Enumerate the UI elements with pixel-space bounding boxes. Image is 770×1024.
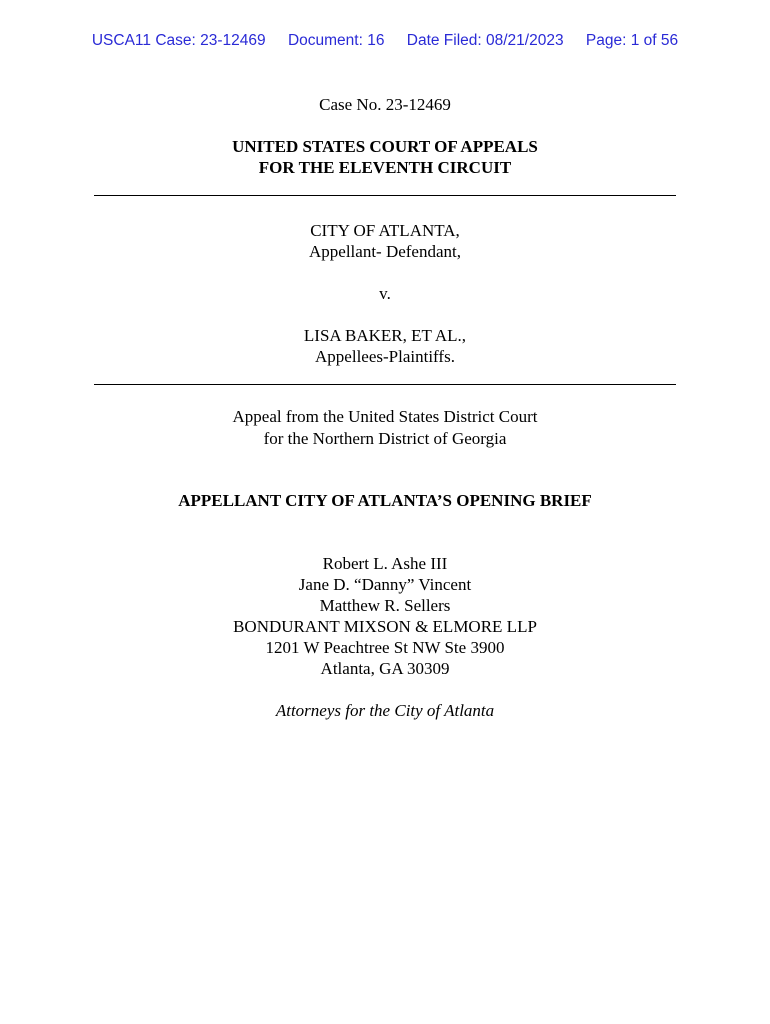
appellee-name: LISA BAKER, ET AL., — [303, 326, 467, 345]
court-name-line-2: FOR THE ELEVENTH CIRCUIT — [258, 158, 512, 177]
counsel-line: Jane D. “Danny” Vincent — [298, 575, 472, 594]
appeal-from-line-2: for the Northern District of Georgia — [263, 429, 507, 448]
counsel-line: Robert L. Ashe III — [322, 554, 448, 573]
divider-top — [94, 195, 676, 196]
stamp-date-filed: Date Filed: 08/21/2023 — [406, 32, 564, 49]
stamp-page-count: Page: 1 of 56 — [585, 32, 679, 49]
appeal-from-line-1: Appeal from the United States District Court — [232, 407, 538, 426]
case-number: Case No. 23-12469 — [319, 95, 451, 114]
counsel-line: Matthew R. Sellers — [319, 596, 451, 615]
brief-title: APPELLANT CITY OF ATLANTA’S OPENING BRIEF — [178, 491, 592, 510]
court-name-line-1: UNITED STATES COURT OF APPEALS — [232, 137, 538, 156]
divider-bottom — [94, 384, 676, 385]
counsel-firm: BONDURANT MIXSON & ELMORE LLP — [233, 617, 537, 636]
filing-header-stamp — [0, 32, 770, 50]
counsel-address-street: 1201 W Peachtree St NW Ste 3900 — [265, 638, 505, 657]
versus: v. — [379, 284, 391, 303]
appellant-name: CITY OF ATLANTA, — [310, 221, 460, 240]
appellant-role: Appellant- Defendant, — [309, 242, 461, 261]
stamp-case-number: USCA11 Case: 23-12469 — [91, 32, 266, 49]
stamp-document-number: Document: 16 — [287, 32, 385, 49]
counsel-address-city: Atlanta, GA 30309 — [320, 659, 450, 678]
counsel-role: Attorneys for the City of Atlanta — [275, 701, 495, 720]
appellee-role: Appellees-Plaintiffs. — [315, 347, 455, 366]
